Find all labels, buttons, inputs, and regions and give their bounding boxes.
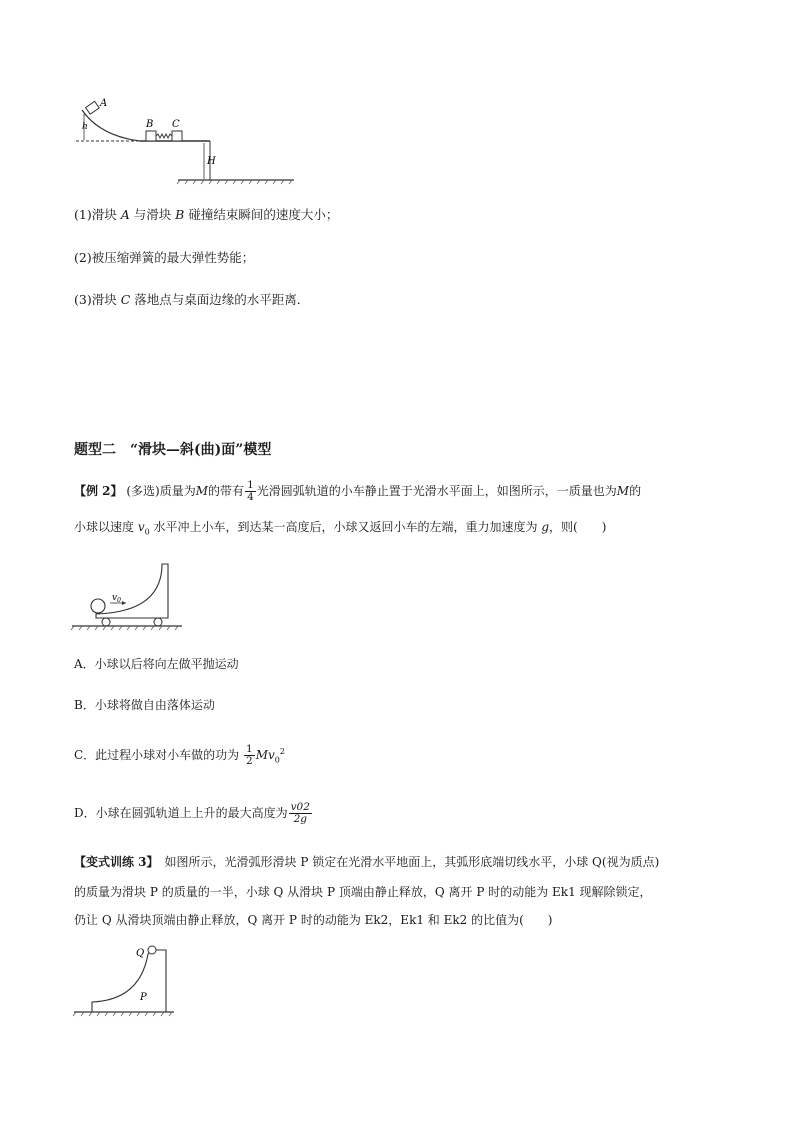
example2-line2: 小球以速度 $v_0$ 水平冲上小车，到达某一高度后，小球又返回小车的左端，重力加速度为 g，则( ) [74,520,607,537]
variant3-line2: 的质量为滑块 P 的质量的一半，小球 Q 从滑块 P 顶端由静止释放，Q 离开 P 时的动能为 Ek1 现解除锁定， [74,885,652,899]
fraction-half: $\frac{1}{2}$ [246,743,253,767]
label-h-big: H [207,156,216,167]
section-title: 题型二 “滑块—斜(曲)面”模型 [74,442,272,458]
figure-arc-slider [70,940,180,1020]
variant3-line1: 【变式训练 3】 如图所示，光滑弧形滑块 P 锁定在光滑水平地面上，其弧形底端切线水平，小球 Q(视为质点) [74,855,660,869]
option-a: A．小球以后将向左做平抛运动 [74,657,239,671]
label-q: Q [136,948,145,959]
option-c: C．此过程小球对小车做的功为 $\frac{1}{2}$ $Mv_0^2$ [74,743,285,767]
question-1: (1)滑块 A 与滑块 B 碰撞结束瞬间的速度大小； [74,207,339,222]
label-b: B [146,119,154,130]
option-b: B．小球将做自由落体运动 [74,698,215,712]
figure-slide-table [70,96,300,188]
example2-line1: 【例 2】 (多选)质量为M的带有 $\frac{1}{4}$ 光滑圆弧轨道的小车静止置于光滑水平面上，如图所示，一质量也为M的 [74,479,642,503]
label-h-small: h [82,122,88,132]
label-a: A [100,98,108,109]
fraction-quarter: $\frac{1}{4}$ [247,479,254,503]
label-c: C [172,119,180,130]
variant3-line3: 仍让 Q 从滑块顶端由静止释放，Q 离开 P 时的动能为 Ek2，Ek1 和 Ek2 的比值为( ) [74,913,553,927]
option-d: D．小球在圆弧轨道上上升的最大高度为 $\frac{v02}{2g}$ [74,801,310,825]
fraction-height: $\frac{v02}{2g}$ [290,801,310,825]
question-3: (3)滑块 C 落地点与桌面边缘的水平距离． [74,292,310,307]
label-v0: $v_0$ [112,593,121,604]
question-2: (2)被压缩弹簧的最大弹性势能； [74,250,255,265]
label-p: P [140,992,147,1003]
figure-cart-arc [70,556,190,634]
